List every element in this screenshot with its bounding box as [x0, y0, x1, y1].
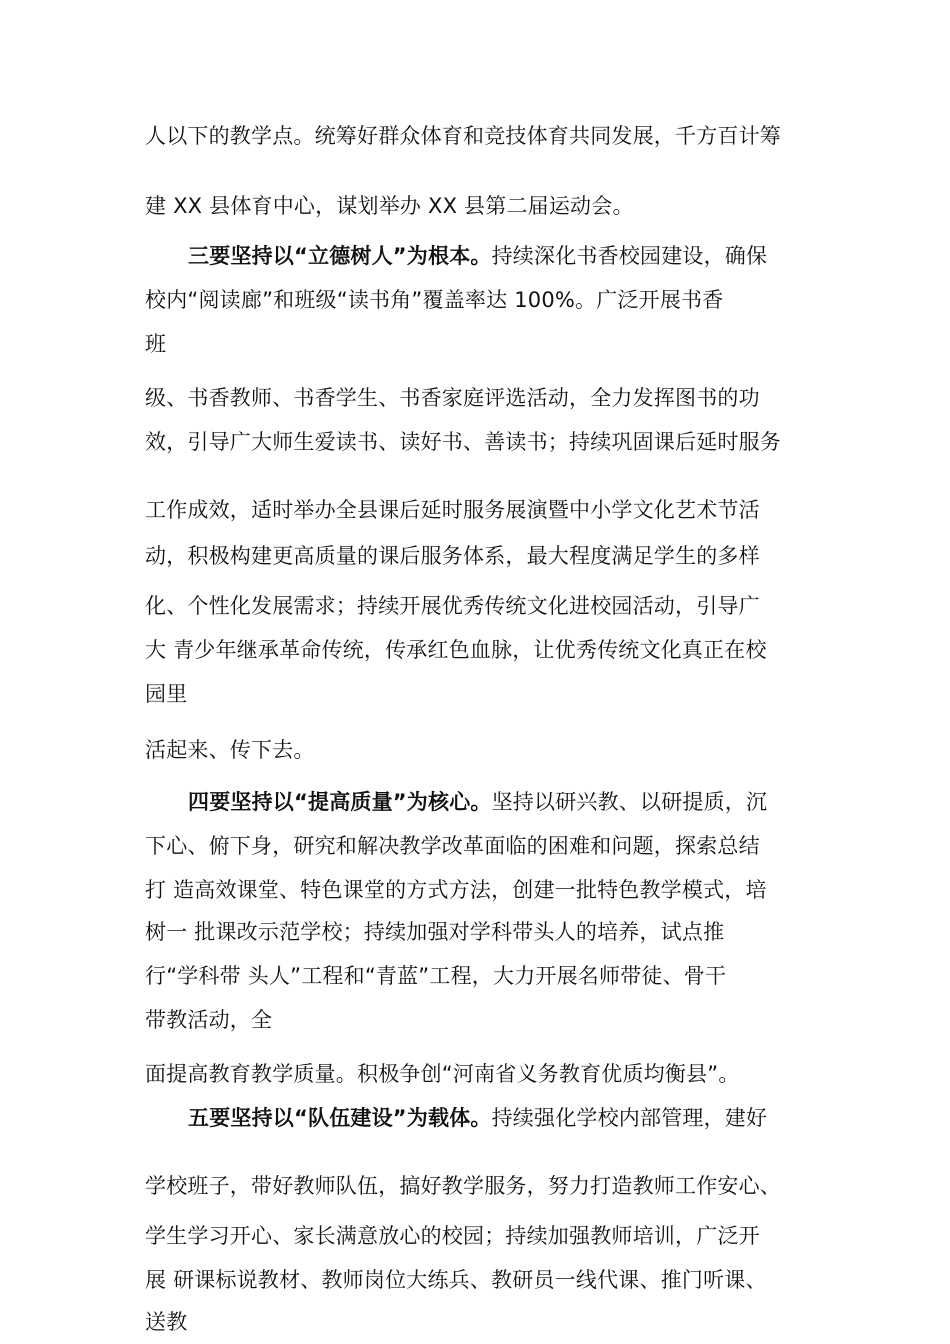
text-line-13: 活起来、传下去。: [145, 738, 315, 762]
text-line-9: 动，积极构建更高质量的课后服务体系，最大程度满足学生的多样: [145, 544, 760, 568]
text-line-2: 建 XX 县体育中心，谋划举办 XX 县第二届运动会。: [145, 194, 634, 218]
text-line-15: 下心、俯下身，研究和解决教学改革面临的困难和问题，探索总结: [145, 834, 760, 858]
text-line-10: 化、个性化发展需求；持续开展优秀传统文化进校园活动，引导广: [145, 594, 760, 618]
heading-three: 三要坚持以“立德树人”为根本。: [188, 244, 492, 268]
text-line-6: 级、书香教师、书香学生、书香家庭评选活动，全力发挥图书的功: [145, 386, 760, 410]
text-line-22: 学校班子，带好教师队伍，搞好教学服务，努力打造教师工作安心、: [145, 1174, 781, 1198]
text-line-20: 面提高教育教学质量。积极争创“河南省义务教育优质均衡县”。: [145, 1062, 740, 1086]
text-line-25: 送教: [145, 1310, 188, 1334]
text-line-11: 大 青少年继承革命传统，传承红色血脉，让优秀传统文化真正在校: [145, 638, 767, 662]
paragraph-4-lead: [188, 788, 767, 816]
text-line-5: 班: [145, 332, 167, 356]
text-line-17: 树一 批课改示范学校；持续加强对学科带头人的培养，试点推: [145, 920, 725, 944]
text-line-24: 展 研课标说教材、教师岗位大练兵、教研员一线代课、推门听课、: [145, 1268, 767, 1292]
heading-four-text: 坚持以研兴教、以研提质，沉: [491, 790, 768, 814]
text-line-19: 带教活动，全: [145, 1008, 273, 1032]
text-line-7: 效，引导广大师生爱读书、读好书、善读书；持续巩固课后延时服务: [145, 430, 781, 454]
paragraph-3-lead: [188, 242, 767, 270]
text-line-23: 学生学习开心、家长满意放心的校园；持续加强教师培训，广泛开: [145, 1224, 760, 1248]
heading-five: 五要坚持以“队伍建设”为载体。: [188, 1106, 492, 1130]
heading-five-text: 持续强化学校内部管理，建好: [491, 1106, 768, 1130]
text-line-8: 工作成效，适时举办全县课后延时服务展演暨中小学文化艺术节活: [145, 498, 760, 522]
text-line-12: 园里: [145, 682, 188, 706]
heading-four: 四要坚持以“提高质量”为核心。: [188, 790, 492, 814]
text-line-1: 人以下的教学点。统筹好群众体育和竞技体育共同发展，千方百计筹: [145, 124, 781, 148]
text-line-16: 打 造高效课堂、特色课堂的方式方法，创建一批特色教学模式，培: [145, 878, 767, 902]
paragraph-5-lead: [188, 1104, 767, 1132]
text-line-4: 校内“阅读廊”和班级“读书角”覆盖率达 100%。广泛开展书香: [145, 288, 724, 312]
heading-three-text: 持续深化书香校园建设，确保: [491, 244, 768, 268]
text-line-18: 行“学科带 头人”工程和“青蓝”工程，大力开展名师带徒、骨干: [145, 964, 727, 988]
